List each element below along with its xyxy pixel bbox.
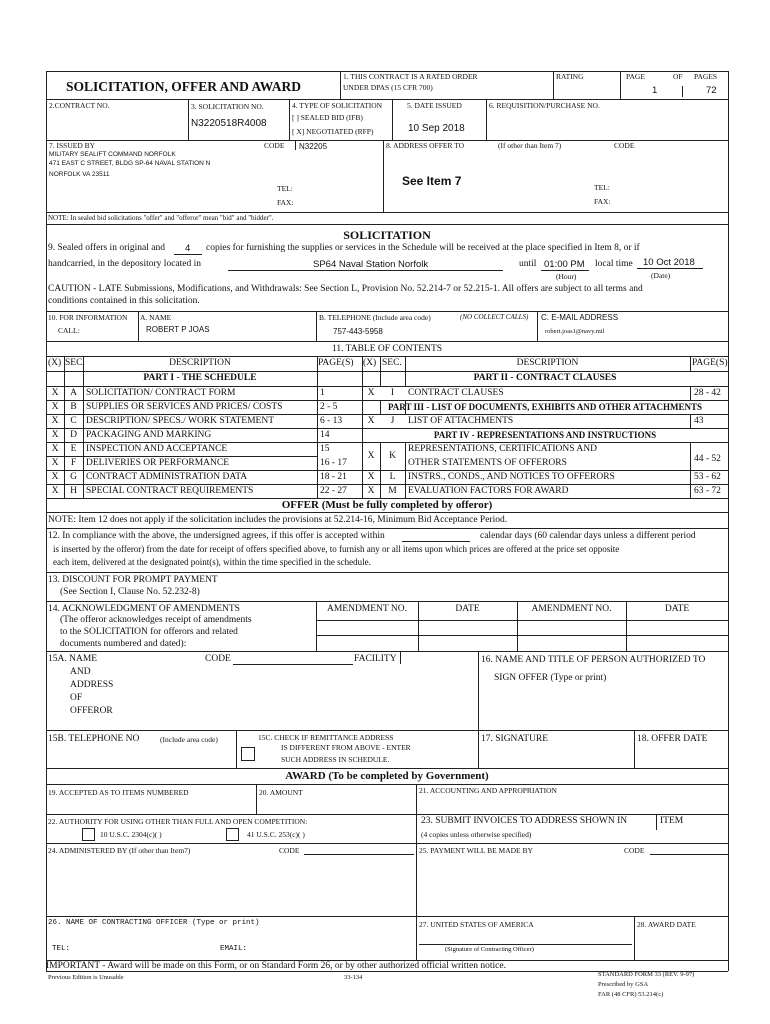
toc-m-desc: EVALUATION FACTORS FOR AWARD <box>408 486 569 496</box>
negotiated-checkbox[interactable]: [ X] NEGOTIATED (RFP) <box>292 127 374 136</box>
item13-b: (See Section I, Clause No. 52.232-8) <box>60 587 200 597</box>
toc-row-sec: A <box>70 388 77 398</box>
rating-label: RATING <box>556 72 584 81</box>
item15c-2: IS DIFFERENT FROM ABOVE - ENTER <box>281 743 411 752</box>
facility-label: FACILITY <box>354 654 397 664</box>
toc-row-x: X <box>51 416 59 426</box>
toc-row-pages: 22 - 27 <box>320 486 347 496</box>
see-item-7: See Item 7 <box>402 174 462 188</box>
toc-k-x: X <box>367 451 375 461</box>
sealed-bid-checkbox[interactable]: [ ] SEALED BID (IFB) <box>292 113 363 122</box>
toc-h-sec2: SEC. <box>382 358 402 368</box>
usc-2304-checkbox[interactable] <box>82 828 95 841</box>
item25-label: 25. PAYMENT WILL BE MADE BY <box>419 846 533 855</box>
solicitation-heading: SOLICITATION <box>343 228 431 242</box>
toc-h-desc: DESCRIPTION <box>169 358 231 368</box>
toc-row-pages: 18 - 21 <box>320 472 347 482</box>
amendment-date-header-2: DATE <box>664 604 690 614</box>
item16-b: SIGN OFFER (Type or print) <box>494 673 607 683</box>
toc-m-x: X <box>367 486 375 496</box>
co-tel-label: TEL: <box>52 945 71 953</box>
toc-part4: PART IV - REPRESENTATIONS AND INSTRUCTIONS <box>433 430 657 440</box>
toc-row-sec: C <box>70 416 77 426</box>
date-label: (Date) <box>651 271 671 280</box>
toc-row-desc: SOLICITATION/ CONTRACT FORM <box>86 388 236 398</box>
item28-label: 28. AWARD DATE <box>637 920 696 929</box>
amendment-no-header-2: AMENDMENT NO. <box>531 604 612 614</box>
toc-row-sec: G <box>70 472 77 482</box>
item12-d: each item, delivered at the designated point(s), within the time specified in the schedule. <box>53 557 371 567</box>
offer-heading: OFFER (Must be fully completed by offeror) <box>281 499 493 511</box>
item14-d: documents numbered and dated): <box>60 639 187 649</box>
issued-by-label: 7. ISSUED BY <box>49 141 96 150</box>
usc-2304-label: 10 U.S.C. 2304(c)( ) <box>100 830 162 839</box>
toc-h-sec: SEC. <box>65 358 85 368</box>
toc-row-x: X <box>51 430 59 440</box>
toc-m-pages: 63 - 72 <box>694 486 721 496</box>
offer-fax-label: FAX: <box>594 197 611 206</box>
issuer-line-3: NORFOLK VA 23511 <box>49 171 110 178</box>
offeror-code-label: CODE <box>205 654 231 664</box>
form-title: SOLICITATION, OFFER AND AWARD <box>66 79 302 94</box>
co-email-label: EMAIL: <box>220 945 248 953</box>
offer-note: NOTE: Item 12 does not apply if the solicitation includes the provisions at 52.214-16, Minimum Bid Acceptance Period. <box>48 515 508 525</box>
item22-label: 22. AUTHORITY FOR USING OTHER THAN FULL AND OPEN COMPETITION: <box>48 817 308 826</box>
item9-text-c: handcarried, in the depository located in <box>48 259 202 269</box>
toc-k-desc-2: OTHER STATEMENTS OF OFFERORS <box>408 458 567 468</box>
item15a-3: ADDRESS <box>70 680 114 690</box>
frame-left <box>46 71 47 971</box>
toc-j-sec: J <box>390 416 395 426</box>
toc-l-pages: 53 - 62 <box>694 472 721 482</box>
contact-name-value[interactable]: ROBERT P JOAS <box>146 325 210 334</box>
copies-value[interactable]: 4 <box>185 243 191 254</box>
address-offer-label: 8. ADDRESS OFFER TO <box>386 141 465 150</box>
rated-order-sub: UNDER DPAS (15 CFR 700) <box>343 83 433 92</box>
offer-date-label: 18. OFFER DATE <box>637 734 708 744</box>
contract-no-label: 2.CONTRACT NO. <box>49 101 110 110</box>
toc-row-pages: 15 <box>320 444 330 454</box>
toc-h-pages: PAGE(S) <box>318 358 354 368</box>
toc-row-x: X <box>51 402 59 412</box>
item25-code: CODE <box>624 846 645 855</box>
toc-j-x: X <box>367 416 375 426</box>
issuer-line-2: 471 EAST C STREET, BLDG SP-64 NAVAL STATION N <box>49 160 211 167</box>
item12-c: is inserted by the offeror) from the date for receipt of offers specified above, to furnish any or all items upon which prices are offered at the price set opposite <box>53 544 620 554</box>
toc-row-desc: DELIVERIES OR PERFORMANCE <box>86 458 230 468</box>
toc-k-desc-1: REPRESENTATIONS, CERTIFICATIONS AND <box>408 444 597 454</box>
item23-sub: (4 copies unless otherwise specified) <box>421 830 532 839</box>
depository-value[interactable]: SP64 Naval Station Norfolk <box>313 259 429 270</box>
rated-order-label: 1. THIS CONTRACT IS A RATED ORDER <box>343 72 478 81</box>
issuer-tel-label: TEL: <box>277 184 293 193</box>
item27-label: 27. UNITED STATES OF AMERICA <box>419 920 534 929</box>
toc-row-sec: H <box>70 486 77 496</box>
toc-row-sec: D <box>70 430 77 440</box>
toc-k-pages: 44 - 52 <box>694 454 721 464</box>
item15c-1: 15C. CHECK IF REMITTANCE ADDRESS <box>258 733 394 742</box>
requisition-label: 6. REQUISITION/PURCHASE NO. <box>489 101 600 110</box>
toc-i-pages: 28 - 42 <box>694 388 721 398</box>
toc-j-pages: 43 <box>694 416 704 426</box>
item24-code: CODE <box>279 846 300 855</box>
toc-heading: 11. TABLE OF CONTENTS <box>331 344 443 354</box>
toc-i-x: X <box>367 388 375 398</box>
contact-tel-value[interactable]: 757-443-5958 <box>333 327 383 336</box>
offer-code-label: CODE <box>614 141 635 150</box>
usc-253-label: 41 U.S.C. 253(c)( ) <box>247 830 305 839</box>
toc-row-sec: F <box>70 458 77 468</box>
toc-row-x: X <box>51 388 59 398</box>
toc-h-x2: (X) <box>363 358 377 368</box>
toc-part2: PART II - CONTRACT CLAUSES <box>473 373 617 383</box>
toc-part1: PART I - THE SCHEDULE <box>143 373 257 383</box>
item9-text-b: copies for furnishing the supplies or services in the Schedule will be received at the place specified in Item 8, or if <box>206 243 640 253</box>
toc-row-desc: SPECIAL CONTRACT REQUIREMENTS <box>86 486 254 496</box>
local-time-label: local time <box>595 259 633 269</box>
page-label: PAGE <box>626 72 645 81</box>
item12-a: 12. In compliance with the above, the undersigned agrees, if this offer is accepted within <box>48 531 385 541</box>
toc-h-desc2: DESCRIPTION <box>516 358 579 368</box>
issued-code-value[interactable]: N32205 <box>299 142 328 151</box>
toc-row-pages: 14 <box>320 430 330 440</box>
until-label: until <box>519 259 537 269</box>
item14-c: to the SOLICITATION for offerors and related <box>60 627 238 637</box>
toc-row-pages: 2 - 5 <box>320 402 338 412</box>
amendment-no-header: AMENDMENT NO. <box>326 604 408 614</box>
item15a-5: OFFEROR <box>70 706 113 716</box>
item15b-label: 15B. TELEPHONE NO <box>48 734 140 744</box>
item24-label: 24. ADMINISTERED BY (If other than Item7) <box>48 846 191 855</box>
toc-row-x: X <box>51 486 59 496</box>
toc-j-desc: LIST OF ATTACHMENTS <box>408 416 514 426</box>
toc-row-pages: 6 - 13 <box>320 416 343 426</box>
co-signature-label: (Signature of Contracting Officer) <box>445 946 534 953</box>
sealed-bid-note: NOTE: In sealed bid solicitations "offer" and "offeror" mean "bid" and "bidder". <box>48 214 274 222</box>
item21-label: 21. ACCOUNTING AND APPROPRIATION <box>419 786 557 795</box>
toc-row-desc: INSPECTION AND ACCEPTANCE <box>86 444 228 454</box>
item15c-3: SUCH ADDRESS IN SCHEDULE. <box>281 755 390 764</box>
sf-line-3: FAR (48 CFR) 53.214(c) <box>598 991 664 998</box>
toc-row-x: X <box>51 472 59 482</box>
item14-a: 14. ACKNOWLEDGMENT OF AMENDMENTS <box>48 604 240 614</box>
previous-edition: Previous Edition is Unusable <box>48 974 124 981</box>
issuer-fax-label: FAX: <box>277 198 294 207</box>
item20-label: 20. AMOUNT <box>259 788 303 797</box>
item15a-4: OF <box>70 693 83 703</box>
call-label: CALL: <box>58 326 80 335</box>
type-solicitation-label: 4. TYPE OF SOLICITATION <box>292 101 383 110</box>
toc-l-desc: INSTRS., CONDS., AND NOTICES TO OFFERORS <box>408 472 615 482</box>
no-collect-label: (NO COLLECT CALLS) <box>460 313 529 321</box>
date-issued-value[interactable]: 10 Sep 2018 <box>408 123 465 134</box>
toc-row-x: X <box>51 458 59 468</box>
caution-line-1: CAUTION - LATE Submissions, Modifications, and Withdrawals: See Section L, Provision No. 52.214-7 or 52.215-1. All offers are subject to all terms and <box>48 284 643 294</box>
sf-line-1: STANDARD FORM 33 (REV. 9-97) <box>598 971 695 978</box>
item26-label: 26. NAME OF CONTRACTING OFFICER (Type or print) <box>48 919 260 927</box>
toc-row-pages: 16 - 17 <box>320 458 347 468</box>
toc-l-x: X <box>367 472 375 482</box>
caution-line-2: conditions contained in this solicitation. <box>48 296 200 306</box>
form-number: 33-134 <box>344 974 363 981</box>
of-label: OF <box>673 72 683 81</box>
item13-a: 13. DISCOUNT FOR PROMPT PAYMENT <box>48 575 218 585</box>
item14-b: (The offeror acknowledges receipt of amendments <box>60 615 252 625</box>
for-information-label: 10. FOR INFORMATION <box>48 313 128 322</box>
pages-label: PAGES <box>694 72 718 81</box>
item23-label: 23. SUBMIT INVOICES TO ADDRESS SHOWN IN <box>421 816 628 826</box>
other-than-label: (If other than Item 7) <box>498 141 562 150</box>
toc-h-pages2: PAGE(S) <box>692 358 728 368</box>
toc-row-desc: PACKAGING AND MARKING <box>86 430 212 440</box>
solicitation-no-value[interactable]: N3220518R4008 <box>191 118 267 129</box>
award-heading: AWARD (To be completed by Government) <box>285 770 489 782</box>
name-label: A. NAME <box>140 313 172 322</box>
toc-l-sec: L <box>389 472 396 482</box>
toc-m-sec: M <box>388 486 397 496</box>
offer-tel-label: TEL: <box>594 183 610 192</box>
solicitation-no-label: 3. SOLICITATION NO. <box>191 102 264 111</box>
important-notice: IMPORTANT - Award will be made on this Form, or on Standard Form 26, or by other authorized official written notice. <box>46 961 506 971</box>
item12-b: calendar days (60 calendar days unless a different period <box>480 531 696 541</box>
date-issued-label: 5. DATE ISSUED <box>407 101 462 110</box>
toc-row-desc: CONTRACT ADMINISTRATION DATA <box>86 472 248 482</box>
item15a-2: AND <box>70 667 91 677</box>
remittance-checkbox[interactable] <box>241 747 255 761</box>
hour-label: (Hour) <box>556 272 577 281</box>
date-value[interactable]: 10 Oct 2018 <box>643 257 695 268</box>
sf-line-2: Prescribed by GSA <box>598 981 649 988</box>
toc-row-sec: B <box>70 402 77 412</box>
issued-code-label: CODE <box>264 141 285 150</box>
toc-part3: PART III - LIST OF DOCUMENTS, EXHIBITS AND OTHER ATTACHMENTS <box>387 402 703 412</box>
item-label: ITEM <box>660 816 684 826</box>
toc-row-desc: DESCRIPTION/ SPECS./ WORK STATEMENT <box>86 416 275 426</box>
telephone-label: B. TELEPHONE (Include area code) <box>319 313 431 322</box>
hour-value[interactable]: 01:00 PM <box>544 259 585 270</box>
item9-text-a: 9. Sealed offers in original and <box>48 243 165 253</box>
toc-k-sec: K <box>389 451 396 461</box>
toc-i-sec: I <box>390 388 395 398</box>
toc-row-pages: 1 <box>320 388 325 398</box>
item16-a: 16. NAME AND TITLE OF PERSON AUTHORIZED TO <box>481 655 706 665</box>
toc-row-desc: SUPPLIES OR SERVICES AND PRICES/ COSTS <box>86 402 283 412</box>
toc-h-x: (X) <box>48 358 62 368</box>
pages-value: 72 <box>706 85 717 96</box>
amendment-date-header: DATE <box>455 604 480 614</box>
usc-253-checkbox[interactable] <box>226 828 239 841</box>
toc-i-desc: CONTRACT CLAUSES <box>408 388 504 398</box>
signature-label: 17. SIGNATURE <box>481 734 549 744</box>
include-area-code: (Include area code) <box>160 735 218 744</box>
item15a-1: 15A. NAME <box>48 654 98 664</box>
toc-row-sec: E <box>70 444 77 454</box>
frame-right <box>728 71 729 971</box>
contact-email-value[interactable]: robert.joas1@navy.mil <box>545 328 605 335</box>
toc-row-x: X <box>51 444 59 454</box>
issuer-line-1: MILITARY SEALIFT COMMAND NORFOLK <box>49 151 176 158</box>
page-value: 1 <box>652 85 658 96</box>
email-label: C. E-MAIL ADDRESS <box>541 313 619 322</box>
item19-label: 19. ACCEPTED AS TO ITEMS NUMBERED <box>48 788 189 797</box>
